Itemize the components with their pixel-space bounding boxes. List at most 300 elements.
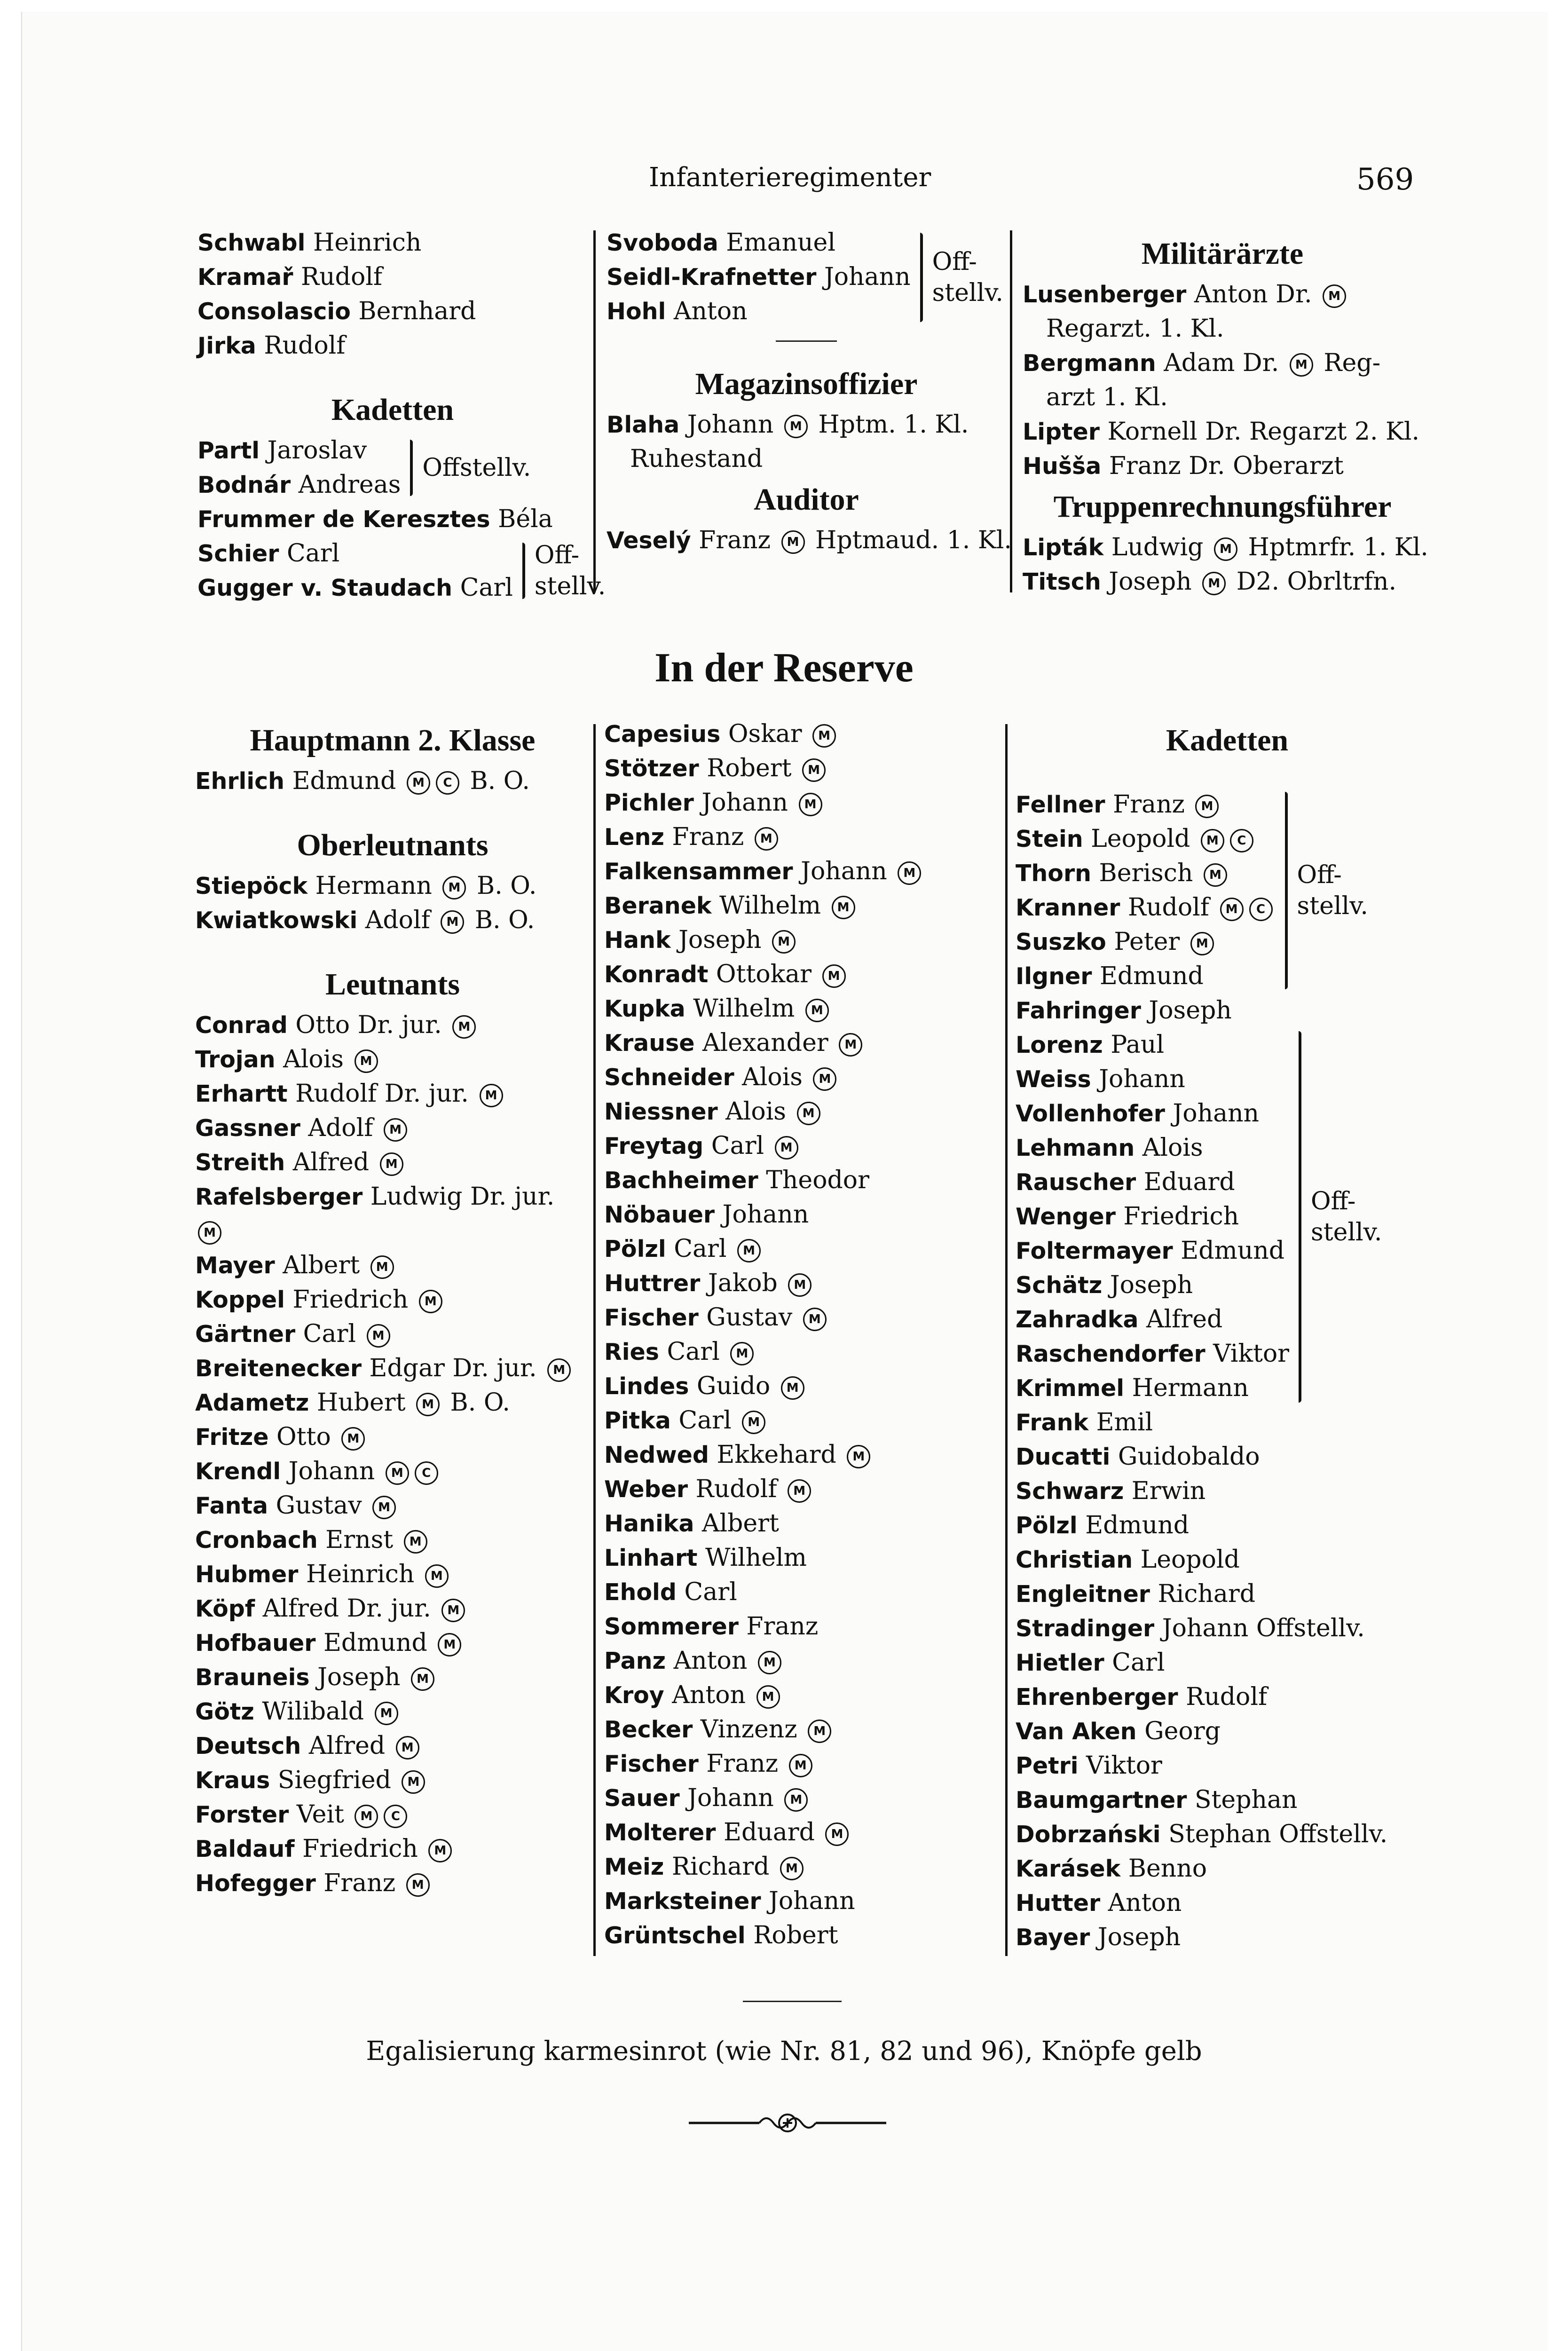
name-entry: [197, 468, 401, 502]
given-name: Ekkehard: [709, 1441, 844, 1469]
military-cross-mark-icon: M: [1214, 537, 1237, 561]
surname: Pölzl: [604, 1236, 666, 1262]
surname: Falkensammer: [604, 858, 793, 885]
surname: Zahradka: [1016, 1306, 1139, 1333]
rank-note: B. O.: [442, 1389, 510, 1417]
name-entry: [197, 571, 513, 605]
given-name: Georg: [1136, 1717, 1221, 1745]
name-entry: [1016, 1852, 1439, 1886]
given-name: Friedrich: [284, 1286, 416, 1314]
heading-kadetten: Kadetten: [331, 393, 454, 427]
rank-note: B. O.: [462, 767, 530, 795]
rank-note: Hptmaud. 1. Kl.: [807, 526, 1012, 554]
name-entry: [195, 1454, 590, 1489]
surname: Molterer: [604, 1819, 716, 1846]
brace-note-line: stellv.: [932, 278, 1003, 307]
surname: Bodnár: [197, 472, 291, 498]
surname: Gugger v. Staudach: [197, 575, 453, 601]
military-cross-mark-icon: M: [404, 1530, 427, 1554]
given-name: Béla: [490, 505, 553, 533]
name-entry: [195, 1866, 590, 1901]
given-name: Wilhelm: [711, 891, 829, 920]
given-name: Heinrich: [298, 1560, 422, 1588]
name-entry: [195, 1145, 590, 1180]
surname: Panz: [604, 1648, 666, 1674]
name-entry: [195, 903, 590, 938]
brace-group: [197, 536, 606, 605]
name-entry: [1016, 1097, 1289, 1131]
heading-auditor: Auditor: [754, 482, 859, 517]
spacer: [195, 798, 590, 822]
surname: Kranner: [1016, 894, 1120, 921]
name-entry: [604, 1781, 1004, 1815]
name-entry: [604, 1438, 1004, 1472]
given-name: Edmund: [315, 1629, 435, 1657]
given-name: Hermann: [1124, 1374, 1249, 1402]
military-cross-mark-icon: M: [1195, 795, 1219, 818]
given-name: Friedrich: [294, 1835, 426, 1863]
reserve-column-2: [604, 717, 1004, 1953]
brace-note-line: stellv.: [1297, 892, 1368, 920]
name-entry: [604, 1884, 1004, 1918]
surname: Niessner: [604, 1098, 718, 1125]
given-name: Emil: [1088, 1408, 1153, 1436]
surname: Bayer: [1016, 1924, 1090, 1951]
military-cross-mark-icon: M: [784, 1788, 808, 1812]
surname: Rauscher: [1016, 1169, 1136, 1196]
given-name: Rudolf Dr. jur.: [287, 1080, 477, 1108]
given-name: Jaroslav: [260, 436, 367, 465]
name-entry: [604, 751, 1004, 786]
military-cross-mark-icon: M: [1201, 829, 1224, 852]
heading-leutnants: Leutnants: [325, 967, 460, 1002]
name-entry: [195, 1626, 590, 1660]
surname: Fellner: [1016, 791, 1105, 818]
given-name: Johann: [715, 1200, 809, 1229]
given-name: Leopold: [1083, 825, 1198, 853]
name-entry: [197, 226, 588, 260]
surname: Lindes: [604, 1373, 689, 1400]
military-cross-mark-icon: M: [370, 1255, 394, 1279]
name-entry: [195, 1351, 590, 1386]
given-name: Alois: [717, 1097, 794, 1126]
given-name: Robert: [699, 754, 800, 782]
given-name: Alois: [1135, 1134, 1203, 1162]
surname: Karásek: [1016, 1855, 1121, 1882]
given-name: Rudolf: [688, 1475, 785, 1503]
military-cross-mark-icon: M: [1204, 863, 1227, 887]
brace-group-names: [197, 536, 513, 605]
spacer: [195, 938, 590, 961]
military-cross-mark-icon: M: [198, 1221, 221, 1245]
given-name: Wilibald: [254, 1697, 372, 1726]
name-entry: [1016, 1165, 1289, 1199]
surname: Köpf: [195, 1595, 255, 1622]
given-name: Joseph: [1141, 996, 1232, 1025]
surname: Lipták: [1023, 534, 1104, 561]
surname: Meiz: [604, 1854, 664, 1880]
given-name: Friedrich: [1115, 1202, 1239, 1231]
name-entry: [604, 1198, 1004, 1232]
name-entry: [604, 1507, 1004, 1541]
name-entry: [604, 820, 1004, 854]
military-cross-mark-icon: M: [839, 1033, 862, 1057]
name-entry: [1016, 959, 1276, 994]
brace-group-names: [607, 226, 911, 329]
name-entry: [604, 786, 1004, 820]
surname: Gassner: [195, 1115, 300, 1142]
surname: Koppel: [195, 1286, 285, 1313]
footer-rule: [743, 2001, 842, 2002]
brace-icon: [522, 543, 525, 599]
military-cross-mark-icon: M: [442, 876, 466, 899]
surname: Krause: [604, 1030, 695, 1057]
given-name: Joseph: [309, 1663, 408, 1691]
name-entry: [197, 294, 588, 329]
given-name: Franz Dr. Oberarzt: [1101, 452, 1344, 480]
surname: Foltermayer: [1016, 1238, 1173, 1264]
civil-mark-icon: C: [415, 1461, 438, 1485]
spacer: [197, 363, 588, 387]
civil-mark-icon: C: [1249, 898, 1273, 921]
given-name: Veit: [289, 1800, 352, 1829]
name-entry: [604, 1163, 1004, 1198]
name-entry: [604, 1026, 1004, 1060]
surname: Fahringer: [1016, 997, 1141, 1024]
given-name: Theodor: [758, 1166, 869, 1194]
surname: Lusenberger: [1023, 281, 1187, 308]
given-name: Anton: [664, 1681, 754, 1709]
surname: Gärtner: [195, 1321, 296, 1348]
surname: Hutter: [1016, 1890, 1101, 1917]
military-cross-mark-icon: M: [832, 896, 855, 919]
name-entry: [1016, 788, 1276, 822]
brace-group-names: [1016, 788, 1276, 994]
name-entry: [604, 889, 1004, 923]
given-name: Franz: [1105, 790, 1193, 819]
name-entry: [1023, 449, 1422, 483]
name-entry: [604, 1129, 1004, 1163]
surname: Stein: [1016, 826, 1083, 852]
name-entry: [604, 923, 1004, 957]
name-entry: [195, 1283, 590, 1317]
given-name: Vinzenz: [693, 1715, 805, 1744]
brace-note: [932, 246, 1003, 308]
given-name: Franz: [738, 1612, 819, 1641]
surname: Hofbauer: [195, 1630, 316, 1657]
given-name: Carl: [279, 539, 340, 568]
name-entry: [195, 1660, 590, 1695]
military-cross-mark-icon: M: [730, 1342, 754, 1365]
military-cross-mark-icon: M: [808, 1720, 831, 1743]
surname: Hušša: [1023, 453, 1102, 480]
name-entry: [195, 1695, 590, 1729]
given-name: Johann: [281, 1457, 383, 1485]
given-name: Andreas: [291, 471, 401, 499]
given-name: Edmund: [1077, 1511, 1190, 1539]
name-entry: [195, 1523, 590, 1557]
heading-kadetten-reserve: Kadetten: [1166, 723, 1289, 757]
given-name: Edmund: [1092, 962, 1204, 990]
military-cross-mark-icon: M: [406, 1873, 430, 1897]
civil-mark-icon: C: [384, 1805, 407, 1828]
military-cross-mark-icon: M: [1220, 898, 1244, 921]
given-name: Wilhelm: [685, 994, 803, 1023]
military-cross-mark-icon: M: [802, 758, 826, 782]
name-entry: [197, 536, 513, 571]
given-name: Eduard: [1136, 1168, 1235, 1196]
rank-note: B. O.: [469, 872, 537, 900]
surname: Dobrzański: [1016, 1821, 1161, 1848]
name-entry: [195, 1489, 590, 1523]
name-entry: [195, 1042, 590, 1077]
surname: Breitenecker: [195, 1355, 362, 1382]
name-entry: [604, 1335, 1004, 1369]
surname: Linhart: [604, 1545, 698, 1571]
surname: Partl: [197, 437, 260, 464]
name-entry: [197, 502, 588, 536]
surname: Freytag: [604, 1133, 704, 1160]
given-name: Joseph: [1102, 1271, 1193, 1299]
military-cross-mark-icon: M: [411, 1667, 434, 1691]
name-entry: [604, 1575, 1004, 1609]
surname: Frummer de Keresztes: [197, 506, 490, 533]
top-middle-column: [607, 226, 1012, 558]
military-cross-mark-icon: M: [780, 1857, 804, 1880]
military-cross-mark-icon: M: [438, 1633, 461, 1657]
military-cross-mark-icon: M: [788, 1479, 811, 1503]
brace-note-line: Off-: [1311, 1187, 1356, 1215]
given-name: Johann: [679, 410, 781, 439]
surname: Schwarz: [1016, 1478, 1124, 1505]
name-entry: [607, 408, 1006, 442]
military-cross-mark-icon: M: [742, 1411, 765, 1434]
civil-mark-icon: C: [1230, 829, 1253, 852]
given-name: Franz: [664, 823, 752, 851]
given-name: Paul: [1103, 1031, 1165, 1059]
brace-note-line: Offstellv.: [422, 454, 531, 482]
name-entry: [604, 1404, 1004, 1438]
name-entry: [1016, 1611, 1439, 1646]
given-name: Johann: [816, 263, 911, 291]
surname: Seidl-Krafnetter: [607, 264, 817, 291]
military-cross-mark-icon: M: [452, 1015, 476, 1039]
military-cross-mark-icon: M: [755, 827, 778, 851]
footer-note: Egalisierung karmesinrot (wie Nr. 81, 82 und 96), Knöpfe gelb: [366, 2036, 1202, 2067]
given-name: Anton Dr.: [1186, 280, 1320, 308]
surname: Forster: [195, 1801, 289, 1828]
heading-truppenrechnungsfuehrer: Truppenrechnungsführer: [1053, 489, 1392, 524]
name-entry: [195, 1248, 590, 1283]
spacer: [1016, 764, 1439, 788]
given-name: Alois: [275, 1045, 352, 1073]
surname: Blaha: [607, 411, 680, 438]
name-entry: [604, 1678, 1004, 1712]
surname: Christian: [1016, 1546, 1133, 1573]
brace-note-line: Off-: [534, 541, 580, 569]
reserve-column-3: [1016, 717, 1439, 1955]
given-name: Edmund: [284, 767, 404, 795]
name-entry: [604, 1609, 1004, 1644]
name-entry: [195, 1111, 590, 1145]
given-name: Berisch: [1091, 859, 1201, 887]
given-name: Carl: [1104, 1649, 1165, 1677]
military-cross-mark-icon: M: [784, 415, 808, 438]
surname: Beranek: [604, 892, 712, 919]
surname: Krendl: [195, 1458, 281, 1485]
name-entry: [604, 854, 1004, 889]
military-cross-mark-icon: M: [797, 1102, 820, 1125]
given-name: Carl: [452, 574, 513, 602]
surname: Rafelsberger: [195, 1183, 363, 1210]
given-name: Stephan Offstellv.: [1160, 1820, 1388, 1848]
surname: Cronbach: [195, 1527, 318, 1554]
name-entry: [1016, 822, 1276, 856]
name-entry: [195, 1420, 590, 1454]
name-entry: [195, 1008, 590, 1042]
brace-group: [1016, 788, 1439, 994]
military-cross-mark-icon: M: [428, 1839, 452, 1862]
surname: Schier: [197, 540, 279, 567]
name-entry: [1016, 1577, 1439, 1611]
name-entry: [1016, 1783, 1439, 1817]
military-cross-mark-icon: M: [803, 1308, 827, 1331]
surname: Fischer: [604, 1751, 699, 1777]
given-name: Gustav: [268, 1491, 370, 1520]
name-entry: [604, 1060, 1004, 1095]
name-entry: [607, 523, 1012, 558]
military-cross-mark-icon: M: [341, 1427, 365, 1451]
brace-note-line: stellv.: [1311, 1218, 1382, 1247]
name-entry: [604, 1095, 1004, 1129]
military-cross-mark-icon: M: [1290, 353, 1313, 377]
name-entry: [1023, 415, 1422, 449]
given-name: Guido: [689, 1372, 778, 1400]
name-entry: [197, 434, 401, 468]
top-left-column: [197, 226, 606, 605]
given-name: Edgar Dr. jur.: [362, 1354, 545, 1382]
military-cross-mark-icon: M: [375, 1702, 398, 1725]
given-name: Guidobaldo: [1110, 1443, 1260, 1471]
section-heading-reserve: In der Reserve: [654, 645, 914, 691]
name-entry: [1016, 1886, 1439, 1920]
name-entry: [1016, 1028, 1289, 1062]
name-entry: [1016, 1508, 1439, 1543]
brace-note: [1297, 860, 1368, 922]
column-divider: [593, 724, 596, 1956]
name-entry: [607, 294, 911, 329]
short-rule: [776, 340, 837, 342]
military-cross-mark-icon: M: [847, 1445, 870, 1468]
military-cross-mark-icon: M: [547, 1358, 571, 1382]
name-entry: [1016, 1268, 1289, 1302]
given-name: Rudolf: [1120, 893, 1217, 922]
military-cross-mark-icon: M: [372, 1496, 396, 1519]
given-name: Alfred: [285, 1148, 377, 1176]
surname: Konradt: [604, 961, 709, 988]
surname: Hanika: [604, 1510, 694, 1537]
name-entry: [604, 1918, 1004, 1953]
surname: Fischer: [604, 1304, 699, 1331]
given-name: Joseph: [670, 926, 769, 954]
surname: Frank: [1016, 1409, 1089, 1436]
given-name: Emanuel: [718, 229, 835, 257]
military-cross-mark-icon: M: [1202, 572, 1226, 595]
surname: Becker: [604, 1716, 693, 1743]
given-name: Peter: [1106, 928, 1188, 956]
given-name: Carl: [666, 1235, 735, 1263]
given-name: Adolf: [300, 1114, 381, 1142]
brace-group: [197, 434, 588, 502]
given-name: Carl: [295, 1320, 364, 1348]
brace-icon: [1285, 792, 1288, 989]
surname: Baldauf: [195, 1836, 295, 1862]
surname: Marksteiner: [604, 1888, 761, 1915]
given-name: Rudolf: [1178, 1683, 1268, 1711]
surname: Fanta: [195, 1492, 268, 1519]
surname: Mayer: [195, 1252, 275, 1279]
name-entry: [1016, 856, 1276, 891]
given-name: Bernhard: [350, 297, 476, 325]
name-entry: [604, 1747, 1004, 1781]
military-cross-mark-icon: M: [781, 530, 805, 554]
surname: Van Aken: [1016, 1718, 1137, 1745]
given-name: Franz: [315, 1869, 403, 1897]
military-cross-mark-icon: M: [419, 1290, 442, 1313]
given-name: Erwin: [1124, 1477, 1206, 1505]
given-name: Ernst: [317, 1526, 401, 1554]
surname: Weiss: [1016, 1066, 1091, 1093]
given-name: Hubert: [309, 1389, 414, 1417]
military-cross-mark-icon: M: [355, 1049, 378, 1073]
name-entry: [195, 1386, 590, 1420]
name-entry: [604, 1850, 1004, 1884]
military-cross-mark-icon: M: [441, 1599, 465, 1622]
given-name: Johann: [679, 1784, 782, 1812]
surname: Svoboda: [607, 229, 718, 256]
heading-militaeraerzte: Militärärzte: [1141, 237, 1304, 271]
brace-note-line: stellv.: [534, 572, 606, 600]
given-name: Edmund: [1173, 1237, 1285, 1265]
name-entry: [604, 957, 1004, 992]
name-entry: [195, 1180, 590, 1214]
given-name: Anton: [666, 297, 748, 325]
top-right-column: [1023, 230, 1428, 599]
military-cross-mark-icon: M: [805, 999, 829, 1022]
given-name: Joseph: [1090, 1923, 1181, 1951]
given-name: Johann: [761, 1887, 855, 1915]
surname: Veselý: [607, 527, 691, 554]
given-name: Adam Dr.: [1156, 349, 1287, 377]
name-entry: [195, 1317, 590, 1351]
military-cross-mark-icon: M: [813, 1067, 836, 1091]
name-entry: [197, 329, 588, 363]
surname: Stradinger: [1016, 1615, 1155, 1642]
name-entry: [195, 1077, 590, 1111]
rank-note: Hptmrfr. 1. Kl.: [1240, 533, 1428, 561]
surname: Hietler: [1016, 1649, 1104, 1676]
surname: Streith: [195, 1149, 285, 1176]
surname: Stiepöck: [195, 873, 308, 899]
brace-note: [1311, 1186, 1382, 1248]
surname: Hubmer: [195, 1561, 299, 1588]
heading-oberleutnants: Oberleutnants: [297, 828, 489, 862]
name-entry: [1016, 994, 1439, 1028]
given-name: Eduard: [716, 1818, 823, 1846]
surname: Jirka: [197, 332, 256, 359]
name-entry: [1016, 1199, 1289, 1234]
heading-magazinsoffizier: Magazinsoffizier: [695, 367, 918, 401]
